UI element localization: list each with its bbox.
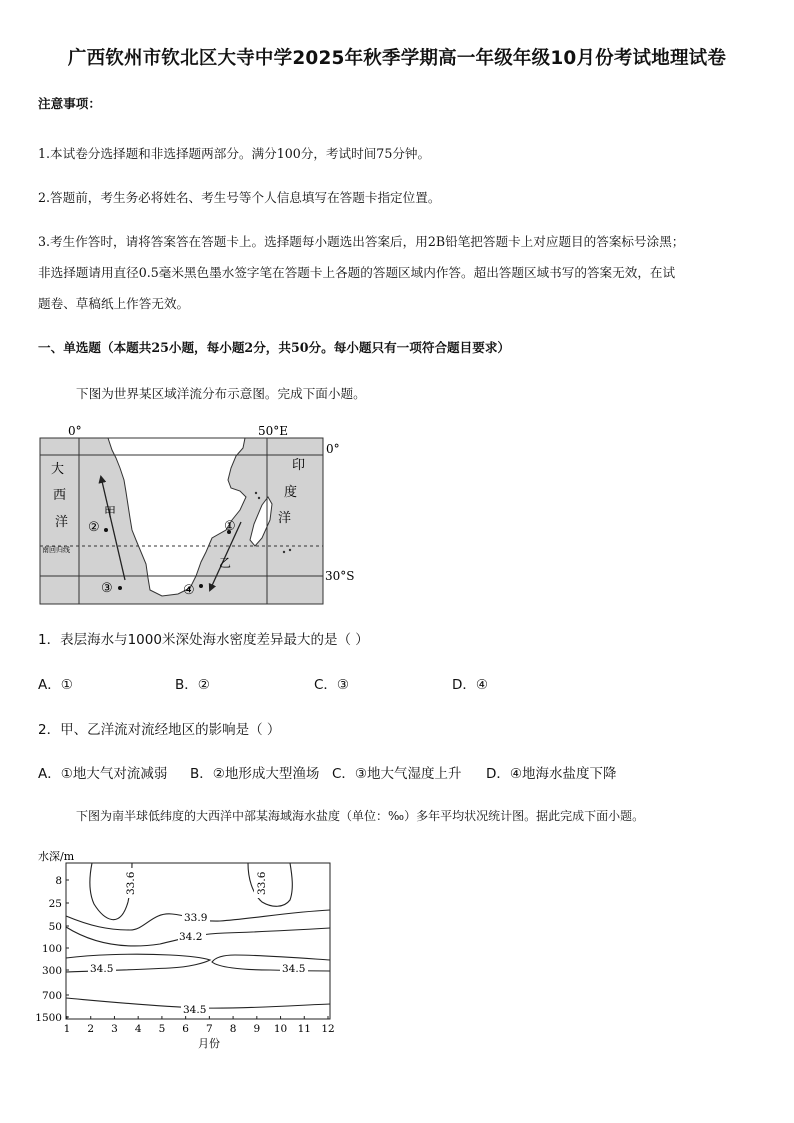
isoline-34-5-left [66, 954, 210, 972]
x-tick-label: 2 [87, 1023, 95, 1035]
q2-option-b[interactable]: B．②地形成大型渔场 [190, 766, 320, 782]
label-atlantic-3: 洋 [55, 515, 69, 530]
x-tick-label: 4 [134, 1023, 142, 1035]
label-point-2: ② [88, 520, 100, 535]
isoline-label-33-6-left: 33.6 [125, 871, 137, 895]
x-tick-label: 10 [273, 1023, 288, 1035]
label-indian-1: 印 [292, 458, 306, 473]
notice-item-3-line-1: 3.考生作答时，请将答案答在答题卡上。选择题每小题选出答案后，用2B铅笔把答题卡上对应题目的答案标号涂黑； [38, 234, 685, 249]
x-tick-label: 5 [158, 1023, 166, 1035]
y-tick-label: 25 [48, 898, 62, 910]
q2-option-d[interactable]: D．④地海水盐度下降 [486, 766, 617, 782]
chart-intro: 下图为南半球低纬度的大西洋中部某海域海水盐度（单位：‰）多年平均状况统计图。据此完成下面小题。 [76, 809, 645, 823]
notice-heading: 注意事项： [38, 96, 101, 111]
section-heading: 一、单选题（本题共25小题，每小题2分，共50分。每小题只有一项符合题目要求） [38, 340, 511, 355]
y-tick-label: 8 [55, 875, 62, 887]
map-intro: 下图为世界某区域洋流分布示意图。完成下面小题。 [76, 386, 366, 401]
q1-option-b[interactable]: B．② [175, 677, 210, 693]
label-yi: 乙 [219, 556, 232, 570]
isoline-label-34-5-right: 34.5 [282, 963, 306, 975]
notice-item-3-line-3: 题卷、草稿纸上作答无效。 [38, 296, 190, 311]
q1-option-c[interactable]: C．③ [314, 677, 350, 693]
x-tick-label: 8 [229, 1023, 237, 1035]
label-lon-50e: 50°E [258, 424, 289, 438]
isoline-label-33-9: 33.9 [184, 912, 208, 924]
x-tick-label: 12 [321, 1023, 335, 1035]
y-tick-label: 50 [48, 921, 62, 933]
q2-option-c[interactable]: C．③地大气湿度上升 [332, 766, 462, 782]
isoline-label-33-6-right: 33.6 [256, 871, 268, 895]
label-indian-2: 度 [284, 485, 298, 500]
isoline-label-34-2: 34.2 [179, 931, 203, 943]
label-point-3: ③ [101, 581, 113, 596]
notice-item-1: 1.本试卷分选择题和非选择题两部分。满分100分，考试时间75分钟。 [38, 146, 431, 161]
notice-item-2: 2.答题前，考生务必将姓名、考生号等个人信息填写在答题卡指定位置。 [38, 190, 441, 205]
label-indian-3: 洋 [278, 511, 292, 526]
y-tick-label: 1500 [35, 1012, 62, 1024]
label-lon-0: 0° [68, 424, 82, 438]
q2-stem: 2．甲、乙洋流对流经地区的影响是（ ） [38, 722, 281, 738]
isoline-34-5-right [212, 955, 330, 971]
q1-option-a[interactable]: A．① [38, 677, 73, 693]
x-tick-label: 3 [111, 1023, 118, 1035]
x-tick-label: 9 [253, 1023, 261, 1035]
q2-option-a[interactable]: A．①地大气对流减弱 [38, 766, 168, 782]
x-tick-label: 6 [182, 1023, 189, 1035]
ocean-current-map [0, 420, 794, 615]
x-tick-label: 7 [206, 1023, 213, 1035]
label-lat-0: 0° [326, 442, 340, 456]
label-tropic: 南回归线 [42, 546, 70, 554]
page-title: 广西钦州市钦北区大寺中学2025年秋季学期高一年级年级10月份考试地理试卷 [67, 48, 727, 69]
y-axis-ticks [35, 875, 69, 1024]
label-lat-30s: 30°S [325, 569, 355, 583]
y-tick-label: 700 [41, 990, 62, 1002]
y-tick-label: 300 [41, 965, 62, 977]
salinity-isoline-chart [0, 842, 794, 1052]
label-point-1: ① [224, 519, 236, 534]
isoline-label-34-5-bottom: 34.5 [183, 1004, 207, 1016]
label-atlantic-2: 西 [53, 488, 67, 503]
chart-ylabel: 水深/m [38, 850, 75, 863]
isoline-label-34-5-left: 34.5 [90, 963, 114, 975]
q1-option-d[interactable]: D．④ [452, 677, 488, 693]
y-tick-label: 100 [41, 943, 62, 955]
chart-xlabel: 月份 [198, 1037, 220, 1050]
label-jia: 甲 [104, 505, 117, 519]
notice-item-3-line-2: 非选择题请用直径0.5毫米黑色墨水签字笔在答题卡上各题的答题区域内作答。超出答题区域书写的答案无效，在试 [38, 265, 676, 280]
label-point-4: ④ [183, 583, 195, 598]
q1-stem: 1．表层海水与1000米深处海水密度差异最大的是（ ） [38, 632, 369, 648]
x-tick-label: 1 [63, 1023, 71, 1035]
label-atlantic-1: 大 [51, 462, 65, 477]
x-tick-label: 11 [297, 1023, 311, 1035]
